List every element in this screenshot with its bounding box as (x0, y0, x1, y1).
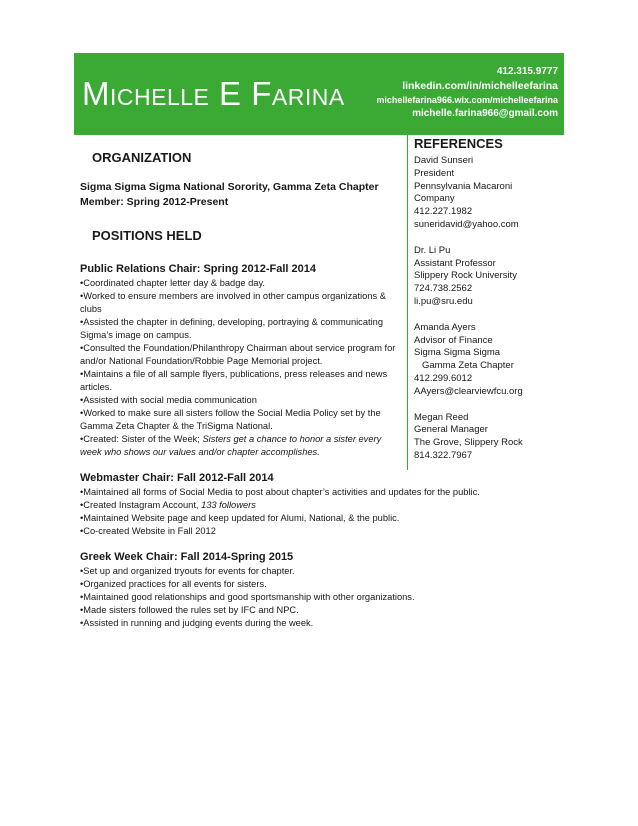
bullet: •Maintained Website page and keep updated for Alumi, National, & the public. (80, 513, 400, 523)
bullet: •Made sisters followed the rules set by IFC and NPC. (80, 605, 299, 615)
bullet: •Assisted the chapter in defining, developing, portraying & communicating Sigma’s image on campus. (80, 317, 383, 340)
reference-reed (414, 412, 584, 463)
bullet: •Worked to make sure all sisters follow the Social Media Policy set by the Gamma Zeta Chapter & the TriSigma National. (80, 408, 381, 431)
bullet: •Maintained good relationships and good sportsmanship with other organizations. (80, 592, 415, 602)
reference-phone: 724.738.2562 (414, 283, 473, 295)
bullet-italic-text: Sisters get a chance to honor a sister every week who shows our values and/or chapter accomplishes. (80, 434, 382, 457)
reference-title: Advisor of Finance (414, 334, 493, 346)
pr-chair-block (80, 262, 400, 459)
website-link[interactable]: michellefarina966.wix.com/michelleefarina (376, 95, 558, 105)
positions-section (80, 228, 410, 243)
reference-org: Slippery Rock University (414, 270, 517, 282)
organization-name: Sigma Sigma Sigma National Sorority, Gamma Zeta Chapter (80, 181, 379, 193)
organization-section (80, 150, 410, 165)
bullet: •Co-created Website in Fall 2012 (80, 526, 216, 536)
references-title: REFERENCES (414, 136, 503, 151)
candidate-name: Michelle E Farina (82, 75, 345, 112)
reference-org: Pennsylvania Macaroni (414, 180, 513, 192)
bullet: •Assisted with social media communication (80, 395, 257, 405)
reference-phone: 412.299.6012 (414, 372, 473, 384)
bullet-text: •Created: Sister of the Week; (80, 434, 203, 444)
references-column (414, 136, 584, 476)
reference-name: Dr. Li Pu (414, 244, 451, 256)
bullet-list (80, 277, 400, 459)
position-title: Greek Week Chair: Fall 2014-Spring 2015 (80, 551, 294, 563)
reference-phone: 814.322.7967 (414, 449, 473, 461)
bullet: •Maintained all forms of Social Media to post about chapter’s activities and updates for the public. (80, 487, 480, 497)
contact-block (376, 65, 558, 121)
reference-email: li.pu@sru.edu (414, 295, 473, 307)
reference-title: President (414, 167, 455, 179)
bullet-list (80, 565, 560, 630)
reference-title: Assistant Professor (414, 257, 496, 269)
reference-pu (414, 245, 584, 309)
organization-membership: Member: Spring 2012-Present (80, 196, 229, 208)
bullet: •Coordinated chapter letter day & badge day. (80, 278, 266, 288)
reference-phone: 412.227.1982 (414, 206, 473, 218)
reference-email: suneridavid@yahoo.com (414, 218, 519, 230)
organization-details (80, 180, 410, 210)
linkedin-link[interactable]: linkedin.com/in/michelleefarina (402, 80, 558, 92)
reference-org: Gamma Zeta Chapter (422, 360, 514, 372)
reference-ayers (414, 322, 584, 399)
email-link[interactable]: michelle.farina966@gmail.com (412, 108, 558, 119)
greek-week-block (80, 550, 560, 630)
reference-org: The Grove, Slippery Rock (414, 437, 523, 449)
bullet: •Consulted the Foundation/Philanthropy Chairman about service program for and/or National Foundation/Robbie Page Memorial project. (80, 343, 396, 366)
webmaster-block (80, 471, 560, 538)
bullet-text: •Created Instagram Account, (80, 500, 202, 510)
bullet-italic-text: 133 followers (201, 500, 256, 510)
reference-name: Amanda Ayers (414, 321, 476, 333)
phone-number: 412.315.9777 (496, 66, 558, 77)
positions-title: POSITIONS HELD (92, 228, 202, 243)
organization-title: ORGANIZATION (92, 150, 192, 165)
position-title: Webmaster Chair: Fall 2012-Fall 2014 (80, 472, 274, 484)
bullet: •Maintains a file of all sample flyers, publications, press releases and news articles. (80, 369, 388, 392)
reference-email: AAyers@clearviewfcu.org (414, 385, 523, 397)
bullet: •Organized practices for all events for sisters. (80, 579, 267, 589)
reference-name: David Sunseri (414, 155, 474, 166)
bullet-list (80, 486, 560, 538)
reference-org: Sigma Sigma Sigma (414, 347, 501, 359)
header-banner (74, 53, 564, 135)
reference-name: Megan Reed (414, 411, 469, 423)
position-title: Public Relations Chair: Spring 2012-Fall 2014 (80, 263, 316, 275)
bullet (80, 499, 560, 512)
bullet: •Worked to ensure members are involved in other campus organizations & clubs (80, 291, 386, 314)
reference-sunseri (414, 155, 584, 232)
bullet (80, 433, 400, 459)
reference-org: Company (414, 193, 455, 205)
bullet: •Set up and organized tryouts for events for chapter. (80, 566, 295, 576)
reference-title: General Manager (414, 424, 488, 436)
bullet: •Assisted in running and judging events during the week. (80, 618, 314, 628)
